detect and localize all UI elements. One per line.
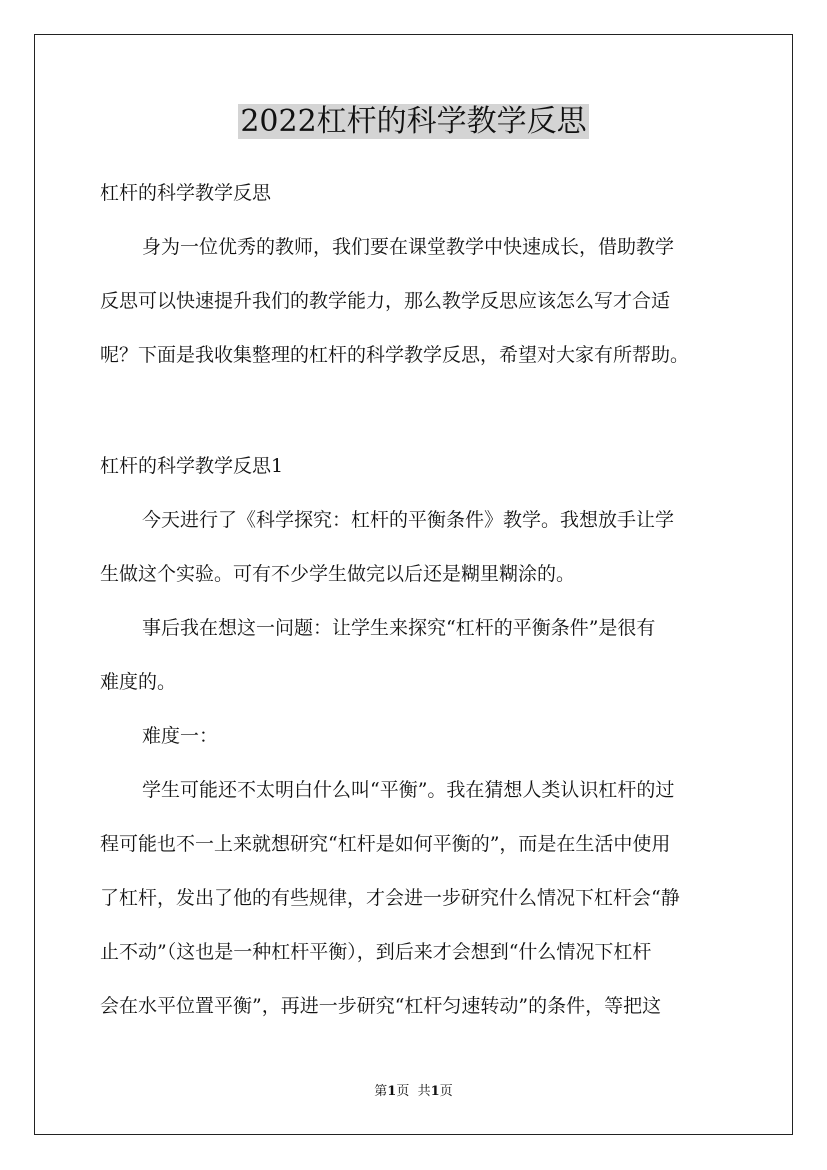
page-footer: [0, 1083, 827, 1101]
paragraph-line: 今天进行了《科学探究：杠杆的平衡条件》教学。我想放手让学: [142, 509, 675, 531]
paragraph-line: 呢？下面是我收集整理的杠杆的科学教学反思，希望对大家有所帮助。: [100, 344, 690, 366]
paragraph-line: 反思可以快速提升我们的教学能力，那么教学反思应该怎么写才合适: [100, 290, 671, 312]
paragraph-line: 止不动”（这也是一种杠杆平衡），到后来才会想到“什么情况下杠杆: [100, 941, 652, 963]
page-prefix: 第: [374, 1084, 388, 1099]
paragraph-line: 生做这个实验。可有不少学生做完以后还是糊里糊涂的。: [100, 563, 576, 585]
paragraph-line: 难度的。: [100, 671, 177, 693]
paragraph-line: 了杠杆，发出了他的有些规律，才会进一步研究什么情况下杠杆会“静: [100, 887, 680, 909]
paragraph-line: 会在水平位置平衡”，再进一步研究“杠杆匀速转动”的条件，等把这: [100, 995, 662, 1017]
total-pages: 1: [430, 1084, 440, 1099]
paragraph-line: 难度一：: [142, 725, 219, 747]
document-title-text: 2022杠杆的科学教学反思: [240, 104, 587, 139]
paragraph-line: 事后我在想这一问题：让学生来探究“杠杆的平衡条件”是很有: [142, 617, 656, 639]
paragraph-line: 学生可能还不太明白什么叫“平衡”。我在猜想人类认识杠杆的过: [142, 779, 675, 801]
document-title: [0, 100, 827, 144]
section-heading: 杠杆的科学教学反思1: [100, 455, 284, 477]
total-prefix: 共: [417, 1084, 431, 1099]
total-suffix: 页: [439, 1084, 453, 1099]
page-number: 1: [387, 1084, 397, 1099]
section-heading: 杠杆的科学教学反思: [100, 182, 272, 204]
paragraph-line: 程可能也不一上来就想研究“杠杆是如何平衡的”，而是在生活中使用: [100, 833, 671, 855]
page-suffix: 页: [396, 1084, 410, 1099]
paragraph-line: 身为一位优秀的教师，我们要在课堂教学中快速成长，借助教学: [142, 236, 675, 258]
